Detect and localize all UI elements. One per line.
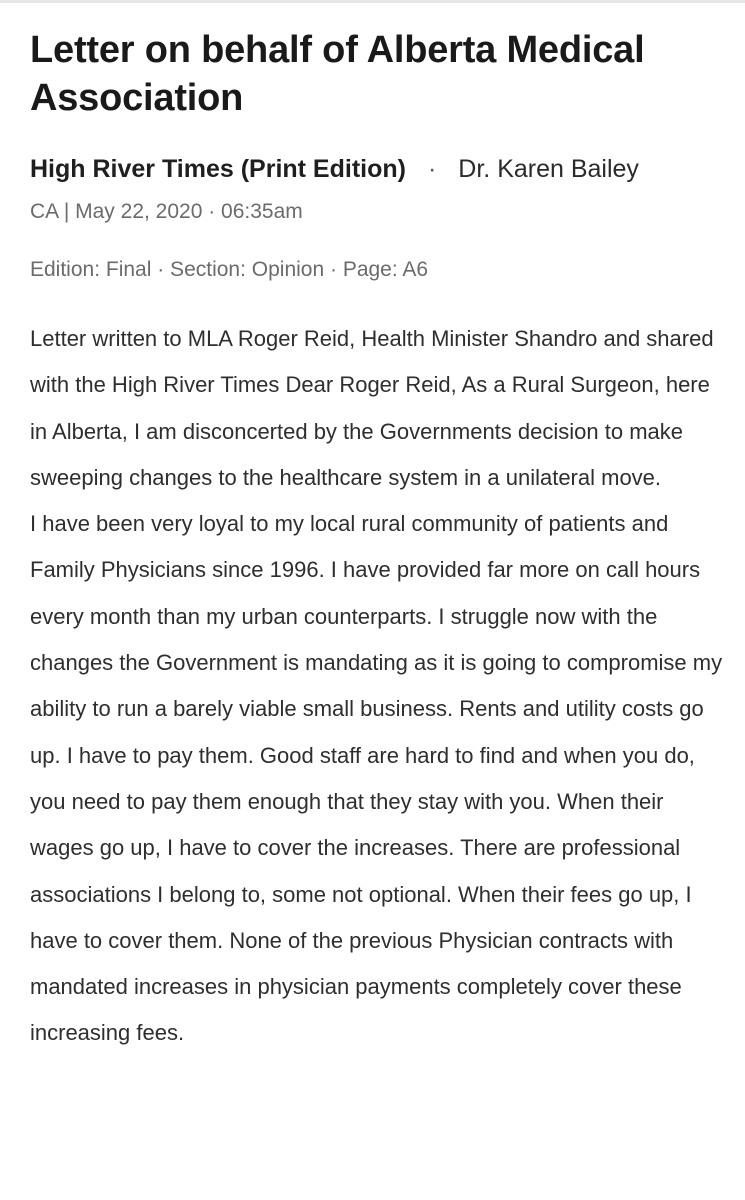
edition-meta: Edition: Final · Section: Opinion · Page: A6 xyxy=(30,258,429,281)
article-body xyxy=(30,316,725,1057)
body-paragraph: Letter written to MLA Roger Reid, Health Minister Shandro and shared with the High River Times Dear Roger Reid, As a Rural Surgeon, here in Alberta, I am disconcerted by the Governments decision to make sweeping changes to the healthcare system in a unilateral move. xyxy=(30,326,714,490)
author-name[interactable]: Dr. Karen Bailey xyxy=(458,155,639,183)
body-paragraph: I have been very loyal to my local rural community of patients and Family Physicians since 1996. I have provided far more on call hours every month than my urban counterparts. I struggle now with the changes the Government is mandating as it is going to compromise my ability to run a barely viable small business. Rents and utility costs go up. I have to pay them. Good staff are hard to find and when you do, you need to pay them enough that they stay with you. When their wages go up, I have to cover the increases. There are professional associations I belong to, some not optional. When their fees go up, I have to cover them. None of the previous Physician contracts with mandated increases in physician payments completely cover these increasing fees. xyxy=(30,511,723,1046)
byline-separator: · xyxy=(427,155,437,183)
article-title: Letter on behalf of Alberta Medical Association xyxy=(30,29,645,119)
top-divider xyxy=(0,0,745,3)
dateline: CA | May 22, 2020 · 06:35am xyxy=(30,200,303,223)
publication-source[interactable]: High River Times (Print Edition) xyxy=(30,155,406,183)
byline xyxy=(30,154,725,184)
